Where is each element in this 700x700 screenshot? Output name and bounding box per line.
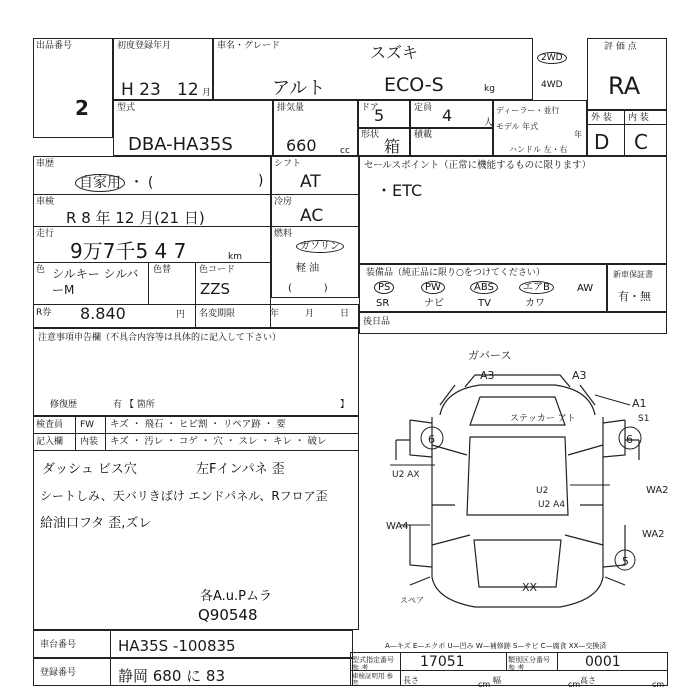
- name-change-y: 年: [270, 309, 280, 319]
- wid-unit: cm: [568, 680, 581, 689]
- inspect-row1-tag: FW: [80, 420, 95, 430]
- equip-abs: ABS: [470, 283, 498, 293]
- ac-value: AC: [300, 206, 324, 226]
- repair-value: 有 【 箇所: [113, 400, 155, 410]
- ext-int-divider: [624, 110, 625, 156]
- mark-a1: A1: [632, 397, 647, 410]
- drive-4wd: 4WD: [541, 80, 563, 90]
- later-box: [359, 312, 667, 334]
- inspect-row2-tag: 内装: [80, 437, 99, 447]
- equip-leather: カワ: [525, 298, 545, 309]
- maker-name: スズキ: [370, 43, 419, 62]
- model-year-label: モデル 年式: [496, 122, 539, 131]
- shift-label: シフト: [274, 159, 302, 169]
- name-change-d: 日: [340, 309, 350, 319]
- mark-wa4: WA4: [386, 521, 409, 532]
- shape-value: 箱: [384, 137, 401, 156]
- mark-u2-a4: U2 A4: [538, 500, 566, 510]
- disp-label: 排気量: [277, 103, 305, 113]
- details-hline-1: [33, 194, 271, 195]
- lot-number: 2: [75, 96, 89, 120]
- plate-label: 登録番号: [40, 668, 77, 678]
- seat-unit: 人: [484, 118, 494, 128]
- hgt-unit: cm: [652, 680, 665, 689]
- mark-wa2-upper: WA2: [646, 485, 669, 496]
- color-code-label: 色コード: [199, 265, 236, 275]
- history-close: ): [258, 173, 264, 189]
- warranty-label: 新車保証書: [613, 270, 653, 279]
- inspect-label-2: 記入欄: [36, 437, 64, 447]
- model-name: アルト: [272, 78, 326, 99]
- equip-title: 装備品（純正品に限り○をつけてください）: [366, 268, 545, 278]
- equip-navi: ナビ: [424, 298, 444, 309]
- load-unit-kg: kg: [484, 84, 495, 94]
- type-cert-label: 型式指定番号 参 考: [352, 656, 394, 672]
- inspect-row1-text: キズ ・ 飛石 ・ ヒビ割 ・ リペア跡 ・ 要: [110, 419, 286, 430]
- notes-title: 注意事項申告欄（不具合内容等は具体的に記入して下さい）: [38, 333, 282, 343]
- mark-xx: XX: [522, 581, 538, 594]
- load-label: 積載: [414, 130, 433, 140]
- shift-value: AT: [300, 172, 321, 192]
- inspect-label-1: 検査員: [36, 420, 64, 430]
- reg-month-unit: 月: [202, 88, 212, 98]
- equip-airbag: エアB: [519, 283, 554, 293]
- inspect-col-line: [75, 416, 76, 450]
- disp-unit: cc: [340, 146, 350, 156]
- color-divider-2: [195, 262, 196, 304]
- class-value: 0001: [585, 654, 621, 670]
- fuel-label: 燃料: [274, 229, 293, 239]
- mark-6-left: 6: [428, 433, 435, 446]
- mileage-unit: km: [228, 252, 242, 262]
- cert-div-1: [400, 652, 401, 686]
- ac-label: 冷房: [274, 197, 293, 207]
- inspect-label: 車検: [36, 197, 55, 207]
- inspect-value: R 8 年 12 月(21 日): [66, 209, 205, 227]
- color-label: 色: [36, 265, 46, 275]
- hand-note-2: 左Fインパネ 歪: [196, 462, 285, 477]
- warranty-value: 有・無: [618, 290, 651, 303]
- equip-sr: SR: [376, 298, 390, 309]
- mileage-value: 9万7千5 4 7: [70, 239, 187, 263]
- disp-value: 660: [286, 136, 317, 155]
- equip-aw: AW: [577, 283, 594, 294]
- door-value: 5: [374, 106, 385, 125]
- mark-a3-left: A3: [480, 369, 495, 382]
- dealer-label: ディーラー・並行: [496, 106, 560, 115]
- len-label: 長さ: [403, 676, 419, 685]
- mark-sticker: ステッカー アト: [510, 414, 576, 424]
- later-label: 後日品: [363, 317, 391, 327]
- history-value: 自家用 ・ (: [75, 172, 153, 192]
- inspect-row2-text: キズ ・ 汚レ ・ コゲ ・ 穴 ・ スレ ・ キレ ・ 破レ: [110, 436, 327, 447]
- shape-label: 形状: [361, 130, 380, 140]
- damage-legend: A—キズ E—エクボ U—凹み W—補修跡 S—サビ C—腐食 XX—交換済: [385, 642, 607, 650]
- inspect-col-line-2: [105, 416, 106, 450]
- inspect-row-line-2: [33, 450, 359, 451]
- model-year-unit: 年: [574, 130, 582, 139]
- cert-div-2: [506, 652, 507, 670]
- equip-ps: PS: [374, 283, 394, 293]
- chassis-label: 車台番号: [40, 640, 77, 650]
- score-label: 評 価 点: [604, 42, 637, 52]
- sales-box: [359, 156, 667, 264]
- name-change-m: 月: [305, 309, 315, 319]
- color-code-value: ZZS: [200, 280, 231, 298]
- car-damage-diagram: [370, 345, 670, 630]
- sales-title: セールスポイント（正常に機能するものに限ります）: [364, 160, 592, 171]
- exterior-label: 外 装: [591, 113, 612, 123]
- color-divider: [148, 262, 149, 304]
- seat-value: 4: [442, 106, 453, 125]
- interior-value: C: [634, 130, 648, 154]
- mark-u2-ax: U2 AX: [392, 470, 420, 480]
- ext-int-hline: [587, 124, 667, 125]
- hand-note-3: シートしみ、天バリきばけ エンドパネル、Rフロア歪: [40, 489, 328, 503]
- inspect-row-line: [33, 433, 359, 434]
- mid-hline-1: [271, 194, 359, 195]
- mark-cover: ガバース: [468, 349, 512, 362]
- handle-label: ハンドル 左・右: [509, 145, 568, 154]
- lot-box: [33, 38, 113, 138]
- fuel-paren: ( ): [288, 283, 328, 294]
- inspector-code: Q90548: [198, 606, 258, 624]
- grade-name: ECO-S: [384, 74, 444, 96]
- reg-label: 初度登録年月: [117, 41, 172, 51]
- color-change-label: 色替: [153, 265, 172, 275]
- plate-value: 静岡 680 に 83: [118, 667, 226, 685]
- door-label: ドア: [361, 103, 379, 113]
- mark-s1: S1: [638, 414, 650, 424]
- name-change-label: 名変期限: [199, 309, 236, 319]
- mid-hline-2: [271, 226, 359, 227]
- fuel-opt: 軽 油: [296, 263, 320, 274]
- size-label: 車検証明用 参 考: [352, 672, 394, 687]
- mark-5: 5: [622, 555, 629, 568]
- recycle-unit: 円: [176, 310, 186, 320]
- seat-label: 定員: [414, 103, 433, 113]
- cert-div-3: [557, 652, 558, 670]
- equip-pw: PW: [421, 283, 445, 293]
- mileage-label: 走行: [36, 229, 55, 239]
- hand-note-1: ダッシュ ビス穴: [42, 462, 137, 477]
- mark-6-right: 6: [626, 433, 633, 446]
- score-value: RA: [608, 72, 641, 100]
- lot-label: 出品番号: [36, 41, 73, 51]
- mark-spare: スペア: [400, 596, 424, 605]
- inspector-note: 各A.u.Pムラ: [200, 589, 273, 604]
- hgt-label: 高さ: [580, 676, 596, 685]
- repair-label: 修復歴: [50, 400, 78, 410]
- interior-label: 内 装: [628, 113, 649, 123]
- type-label: 型式: [117, 103, 136, 113]
- sales-value: ・ETC: [376, 181, 423, 200]
- len-unit: cm: [478, 680, 491, 689]
- reg-year: H 23: [121, 80, 161, 100]
- mark-wa2-lower: WA2: [642, 529, 665, 540]
- class-label: 類別区分番号 参 考: [508, 656, 550, 672]
- mark-u2: U2: [536, 486, 549, 496]
- wid-label: 幅: [493, 676, 501, 685]
- recycle-value: 8.840: [80, 304, 126, 323]
- chassis-value: HA35S -100835: [118, 637, 236, 655]
- hand-note-4: 給油口フタ 歪,ズレ: [40, 516, 152, 531]
- type-value: DBA-HA35S: [128, 134, 233, 155]
- drive-2wd: 2WD: [537, 53, 567, 63]
- recycle-label: R券: [36, 308, 52, 318]
- equip-tv: TV: [478, 298, 491, 309]
- type-cert-value: 17051: [420, 654, 465, 670]
- repair-close: 】: [340, 400, 350, 410]
- name-label: 車名・グレード: [217, 41, 281, 51]
- exterior-value: D: [594, 130, 610, 154]
- history-label: 車歴: [36, 159, 55, 169]
- reg-month: 12: [177, 80, 199, 100]
- mark-a3-right: A3: [572, 369, 587, 382]
- car-outline: [396, 375, 639, 607]
- fuel-value: ガソリン: [296, 242, 344, 252]
- color-value: シルキー シルバーM: [52, 267, 139, 297]
